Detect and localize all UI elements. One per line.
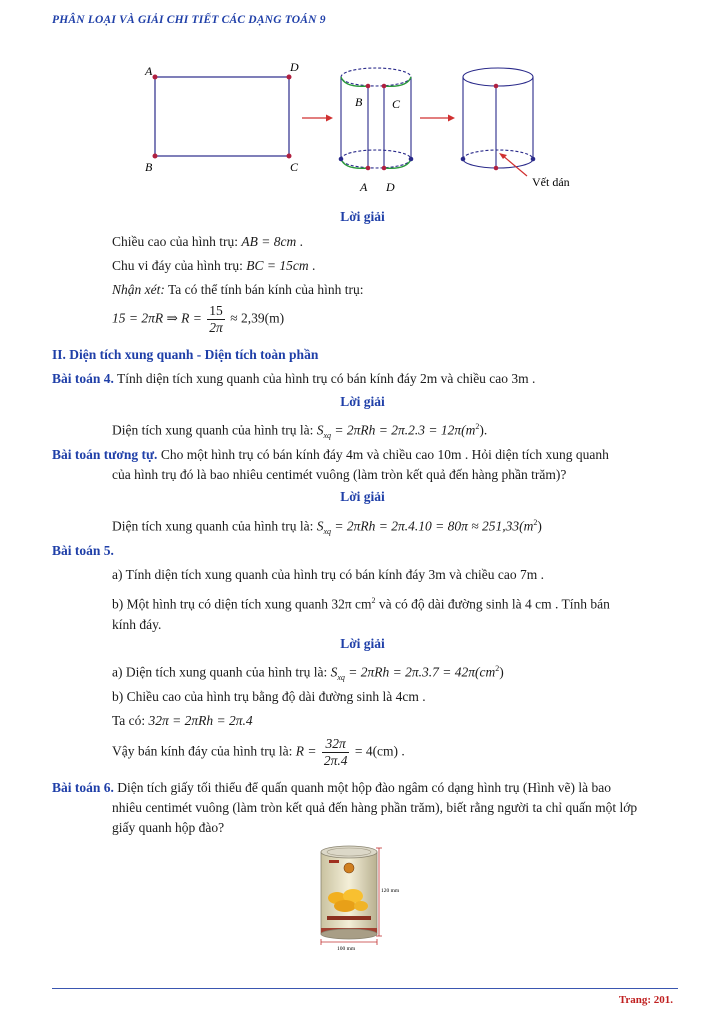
problem-5a: a) Tính diện tích xung quanh của hình trụ có bán kính đáy 3m và chiều cao 7m . <box>112 567 545 582</box>
cyl-label-d: D <box>386 180 395 194</box>
page-number: Trang: 201. <box>618 994 673 1006</box>
sol1-line3: Nhận xét: Ta có thể tính bán kính của hình trụ: <box>112 282 364 297</box>
problem-5b: b) Một hình trụ có diện tích xung quanh 32π $cm^2$ và có độ dài đường sinh là 4 cm . Tính bán kính đáy. <box>112 596 610 632</box>
page-header: PHÂN LOẠI VÀ GIẢI CHI TIẾT CÁC DẠNG TOÁN 9 <box>52 14 326 26</box>
sol1-line2: Chu vi đáy của hình trụ: BC = 15cm . <box>112 258 316 273</box>
problem-6: Bài toán 6. Diện tích giấy tối thiểu để quấn quanh một hộp đào ngâm có dạng hình trụ (Hình vẽ) là bao nhiêu centimét vuông (làm tròn kết quả đến hàng phần trăm), biết rằng người ta chỉ quấn một lớp giấy quanh hộp đào? <box>52 780 638 835</box>
peach-can-image <box>315 840 415 952</box>
cyl-label-a: A <box>360 180 368 194</box>
solution-title-5: Lời giải <box>340 636 385 651</box>
rect-label-b: B <box>145 160 153 174</box>
solution-title-similar: Lời giải <box>340 489 385 504</box>
rect-label-a: A <box>145 64 153 78</box>
width-label: 100 mm <box>337 946 356 952</box>
section-heading: II. Diện tích xung quanh - Diện tích toàn phần <box>52 347 319 362</box>
sol-similar-line: Diện tích xung quanh của hình trụ là: $S_{xq} = 2\pi Rh = 2\pi.4.10 = 80\pi \approx 251,33(m^2)$ <box>112 518 542 537</box>
sol1-equation: 15 = 2πR ⇒ R = $\frac{15}{2\pi}$ ≈ 2,39(m) <box>112 303 285 335</box>
sol1-line1: Chiều cao của hình trụ: AB = 8cm . <box>112 234 303 249</box>
footer-divider <box>52 988 678 989</box>
height-label: 120 mm <box>381 888 400 894</box>
cyl-label-c: C <box>392 97 401 111</box>
sol5b-line: b) Chiều cao của hình trụ bằng độ dài đường sinh là 4cm . <box>112 689 426 704</box>
sol5a-line: a) Diện tích xung quanh của hình trụ là: $S_{xq} = 2\pi Rh = 2\pi.3.7 = 42\pi(cm^2)$ <box>112 664 504 683</box>
cylinder-unfold-figure <box>130 58 600 198</box>
problem-5-label: Bài toán 5. <box>52 543 114 558</box>
solution-title-1: Lời giải <box>340 209 385 224</box>
sol4-line: Diện tích xung quanh của hình trụ là: $S_{xq} = 2\pi Rh = 2\pi.2.3 = 12\pi(m^2)$. <box>112 422 488 441</box>
sol5-taco: Ta có: 32π = 2πRh = 2π.4 <box>112 713 253 728</box>
similar-problem: Bài toán tương tự. Cho một hình trụ có bán kính đáy 4m và chiều cao 10m . Hỏi diện tích xung quanh của hình trụ đó là bao nhiêu centimét vuông (làm tròn kết quả đến hàng phần trăm)? <box>52 447 609 482</box>
cyl-label-b: B <box>355 95 363 109</box>
solution-title-4: Lời giải <box>340 394 385 409</box>
rectangle-abcd <box>155 77 289 156</box>
rect-label-c: C <box>290 160 299 174</box>
seam-label: Vết dán <box>532 175 570 189</box>
sol5-result: Vậy bán kính đáy của hình trụ là: R = $\frac{32\pi}{2\pi.4}$ = 4(cm) . <box>112 736 405 768</box>
rect-label-d: D <box>290 60 299 74</box>
problem-4: Bài toán 4. Tính diện tích xung quanh của hình trụ có bán kính đáy 2m và chiều cao 3m . <box>52 371 536 386</box>
